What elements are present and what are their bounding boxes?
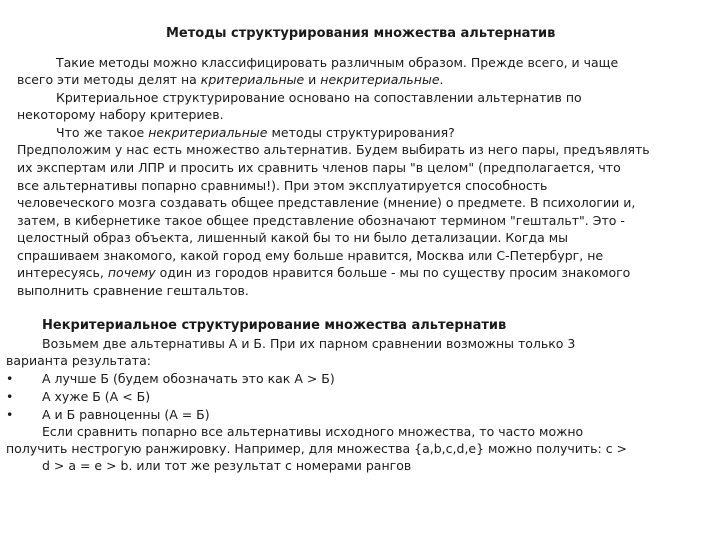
paragraph-line: Такие методы можно классифицировать различным образом. Прежде всего, и чаще: [56, 55, 619, 70]
paragraph-line: человеческого мозга создавать общее представление (мнение) о предмете. В психологии и,: [17, 195, 636, 210]
bullet-marker: •: [6, 371, 14, 386]
bullet-marker: •: [6, 389, 14, 404]
paragraph-line: Что же такое некритериальные методы структурирования?: [56, 125, 455, 140]
paragraph-line: целостный образ объекта, лишенный какой бы то ни было детализации. Когда мы: [17, 230, 569, 245]
paragraph-line: некоторому набору критериев.: [17, 107, 224, 122]
emphasis: некритериальные: [320, 72, 440, 87]
paragraph-line: их экспертам или ЛПР и просить их сравнить членов пары "в целом" (предполагается, что: [17, 160, 621, 175]
paragraph-line: Предположим у нас есть множество альтернатив. Будем выбирать из него пары, предъявлять: [17, 142, 650, 157]
emphasis: некритериальные: [148, 125, 268, 140]
paragraph-line: все альтернативы попарно сравнимы!). При этом эксплуатируется способность: [17, 178, 548, 193]
paragraph-line: d > a = e > b. или тот же результат с номерами рангов: [42, 458, 412, 473]
bullet-marker: •: [6, 407, 14, 422]
paragraph-line: спрашиваем знакомого, какой город ему больше нравится, Москва или С-Петербург, не: [17, 248, 604, 263]
bullet-item: А лучше Б (будем обозначать это как А > Б): [42, 371, 335, 386]
emphasis: почему: [107, 265, 156, 280]
paragraph-line: затем, в кибернетике такое общее представление обозначают термином "гештальт". Это -: [17, 213, 625, 228]
bullet-item: А и Б равноценны (А = Б): [42, 407, 210, 422]
paragraph-line: выполнить сравнение гештальтов.: [17, 283, 249, 298]
paragraph-line: получить нестрогую ранжировку. Например, для множества {a,b,c,d,e} можно получить: c >: [6, 441, 628, 456]
emphasis: критериальные: [200, 72, 305, 87]
section2-title: Некритериальное структурирование множества альтернатив: [42, 318, 507, 333]
paragraph-line: варианта результата:: [6, 353, 151, 368]
paragraph-line: интересуясь, почему один из городов нравится больше - мы по существу просим знакомого: [17, 265, 631, 280]
paragraph-line: Если сравнить попарно все альтернативы исходного множества, то часто можно: [42, 424, 584, 439]
paragraph-line: Возьмем две альтернативы А и Б. При их парном сравнении возможны только 3: [42, 336, 576, 351]
page-title: Методы структурирования множества альтернатив: [166, 26, 556, 41]
bullet-item: А хуже Б (А < Б): [42, 389, 151, 404]
paragraph-line: всего эти методы делят на критериальные и некритериальные.: [17, 72, 444, 87]
paragraph-line: Критериальное структурирование основано на сопоставлении альтернатив по: [56, 90, 582, 105]
